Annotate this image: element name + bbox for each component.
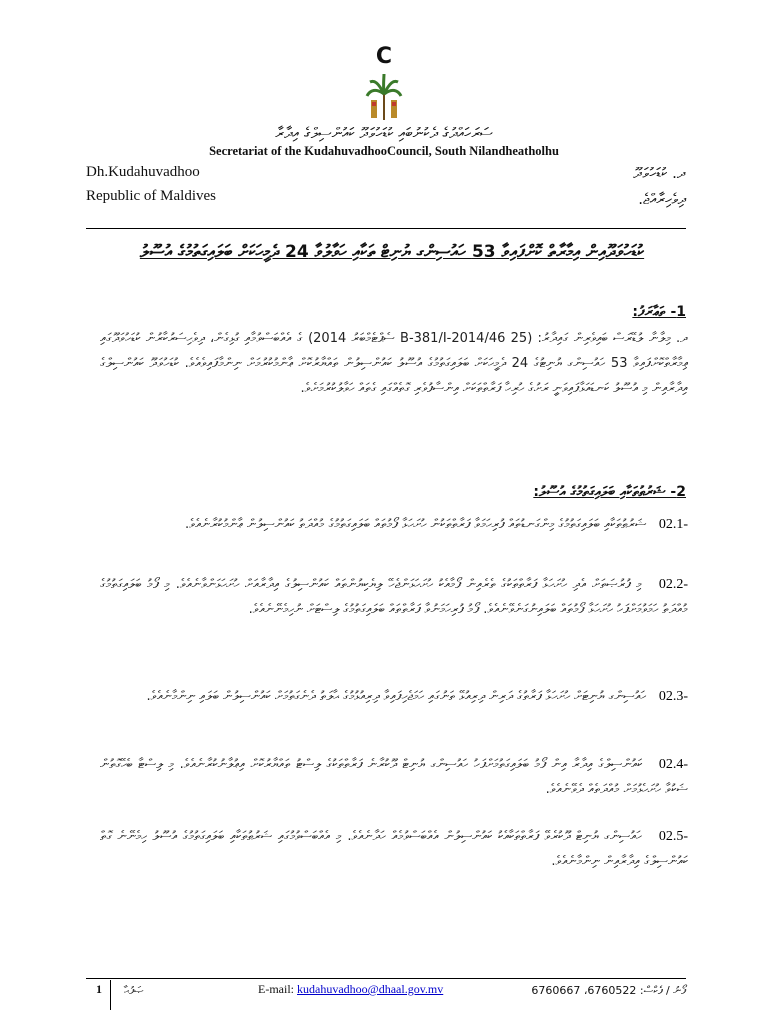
council-name-dhivehi: ސަރަހައްދުގެ ދެކުނުބައި ކުޑަހުވަދޫ ކައުންސިލްގެ އިދާރާ <box>275 124 493 142</box>
email-label: E-mail: <box>258 982 297 996</box>
footer-divider <box>86 978 686 979</box>
document-title: ކުޑަހުވަދޫއިން އިމާރާތް ކޮށްފައިވާ 53 ހައުސިންގ ޔުނިޓް ތަކާއި ހަވާލުވާ 24 ދެމީހަކަށް ބަލައިގަތުމުގެ އުސޫލު <box>139 242 645 262</box>
section-2-heading: 2- ޝަރުޠުތަކާއި ބަލައިގަތުމުގެ އުސޫލު: <box>533 484 686 500</box>
clause-number: -02.5 <box>658 829 688 844</box>
section-1-heading: 1- ތަޢާރަފު: <box>632 304 686 320</box>
clause-number: -02.1 <box>658 517 688 532</box>
address-country-dv: ދިވެހިރާއްޖެ. <box>638 190 686 208</box>
page-number: 1 <box>96 982 102 996</box>
clause-02-5 <box>100 824 688 874</box>
clause-number: -02.3 <box>658 689 688 704</box>
footer-email <box>258 982 443 997</box>
clause-text: ޝަރުޠުތަކާއި ބަލައިގަތުމުގެ މިންގަނޑުތައް ފުރިހަމަވާ ފަރާތްތަކުން ހުށަހަޅާ ފޯމުތައް ބަލައިގަތުމުގެ މުއްދަތު ކައުންސިލުން ޢާންމުކުރާނެއެވެ. <box>184 517 647 532</box>
email-link[interactable]: kudahuvadhoo@dhaal.gov.mv <box>297 982 444 996</box>
clause-number: -02.4 <box>658 757 688 772</box>
clause-text: ހައުސިންގ ޔުނިޓް ދޫކުރެވޭ ފަރާތްތަކާއެކު ކައުންސިލުން އެއްބަސްވުމެއް ހަދާނެއެވެ. މި އެއްބަސްވުމުގައި ޝަރުޠުތަކާއި ބަލައިގަތުމުގެ އުސޫލު ހިމެނޭނެ ގޮތް ކައުންސިލްގެ އިދާރާއިން ނިންމާނެއެވެ. <box>100 829 688 869</box>
address-island-dv: ދ. ކުޑަހުވަދޫ <box>633 164 686 182</box>
clause-02-3 <box>100 684 688 709</box>
clause-02-4 <box>100 752 688 802</box>
clause-text: ހައުސިންގ ޔުނިޓަށް ހުށަހަޅާ ފަރާތުގެ ދަރިން ދިރިއުޅޭ ތަނުގައި ހަމަޖެހިފައިވާ ދިރިއުޅުމުގެ ޙާލަތު ދެނެގަތުމަށް ކައުންސިލުން ބަލައި ނިންމާނެއެވެ. <box>146 689 647 704</box>
header-divider <box>86 228 686 229</box>
section-1-paragraph <box>100 326 688 401</box>
clause-number: -02.2 <box>658 577 688 592</box>
council-name-english: Secretariat of the KudahuvadhooCouncil, South Nilandheatholhu <box>209 144 559 158</box>
address-island-en: Dh.Kudahuvadhoo <box>86 164 200 180</box>
footer-separator <box>110 980 111 1010</box>
address-country-en: Republic of Maldives <box>86 188 216 204</box>
paragraph-text: ދ. މިލާނާ ލުޑޭރަސް ބައިވެރިން ގައިދާރު: (25 B-381/I-2014/46 ސެޕްޓެމްބަރު 2014) ގެ އެއްބަސްވުމާއި ގުޅިގެން، ދިވެހިސަރުކާރުން ކުޑަހުވަދޫގައި ޢިމާރާތްކޮށްފައިވާ 53 ހައުސިންގ ޔުނިޓުގެ 24 ދެމީހަކަށް ބަލައިގަތުމުގެ އުސޫލު ކައުންސިލުން ތައްޔާރުކޮށް ޢާންމުކުރުމަށް ނިންމާފައިވެއެވެ. ކުޑަހުވަދޫ ކައުންސިލްގެ އިދާރާއިން މި އުސޫލު ކަނޑައަޅާފައިވަނީ ރަށުގެ ހުރިހާ ފަރާތްތަކަށް އިންސާފުވެރި ގޮތެއްގައި ގެތައް ހަވާލުކުރުމަށެވެ. <box>100 331 688 396</box>
clause-02-1 <box>100 512 688 537</box>
page-label-dv: ޞަފުޙާ <box>124 984 144 997</box>
clause-02-2 <box>100 572 688 622</box>
footer-phone-fax: ފޯނު / ފެކްސް: 6760522، 6760667 <box>531 984 686 997</box>
clause-text: ކައުންސިލްގެ އިދާރާ އިން ފޯމު ބަލައިގަތުމަށްފަހު ހައުސިންގ ޔުނިޓް ދޫކުރާނެ ފަރާތްތަކުގެ ލިސްޓު ތައްޔާރުކޮށް އިޢުލާނުކުރާނެއެވެ. މި ލިސްޓާ ބެހޭގޮތުން ޝަކުވާ ހުށަހެޅުމަށް މުއްދަތެއް ދެވޭނެއެވެ. <box>100 757 688 797</box>
emblem-crescent-letter: C <box>375 44 393 69</box>
maldives-emblem <box>354 44 414 124</box>
palm-emblem-icon <box>364 70 404 124</box>
clause-text: މި ފުރުޞަތަށް އެދި ހުށަހަޅާ ފަރާތްތަކުގެ ތެރެއިން ފޯމާއެކު ހުށަހަޅަންޖެހޭ ލިޔެކިޔުންތައް ކައުންސިލުގެ އިދާރާއަށް ހުށަހަޅަންވާނެއެވެ. މި ފޯމު ބަލައިގަތުމުގެ މުއްދަތު ހަމަވުމަށްފަހު ހުށަހަޅާ ފޯމުތައް ބަލައިނުގަނެވޭނެއެވެ. ފޯމު ފުރިހަމަނުވާ ފަރާތްތައް ބަލައިގަތުމުގެ ލިސްޓަށް ނުހިމެނޭނެއެވެ. <box>100 577 688 617</box>
